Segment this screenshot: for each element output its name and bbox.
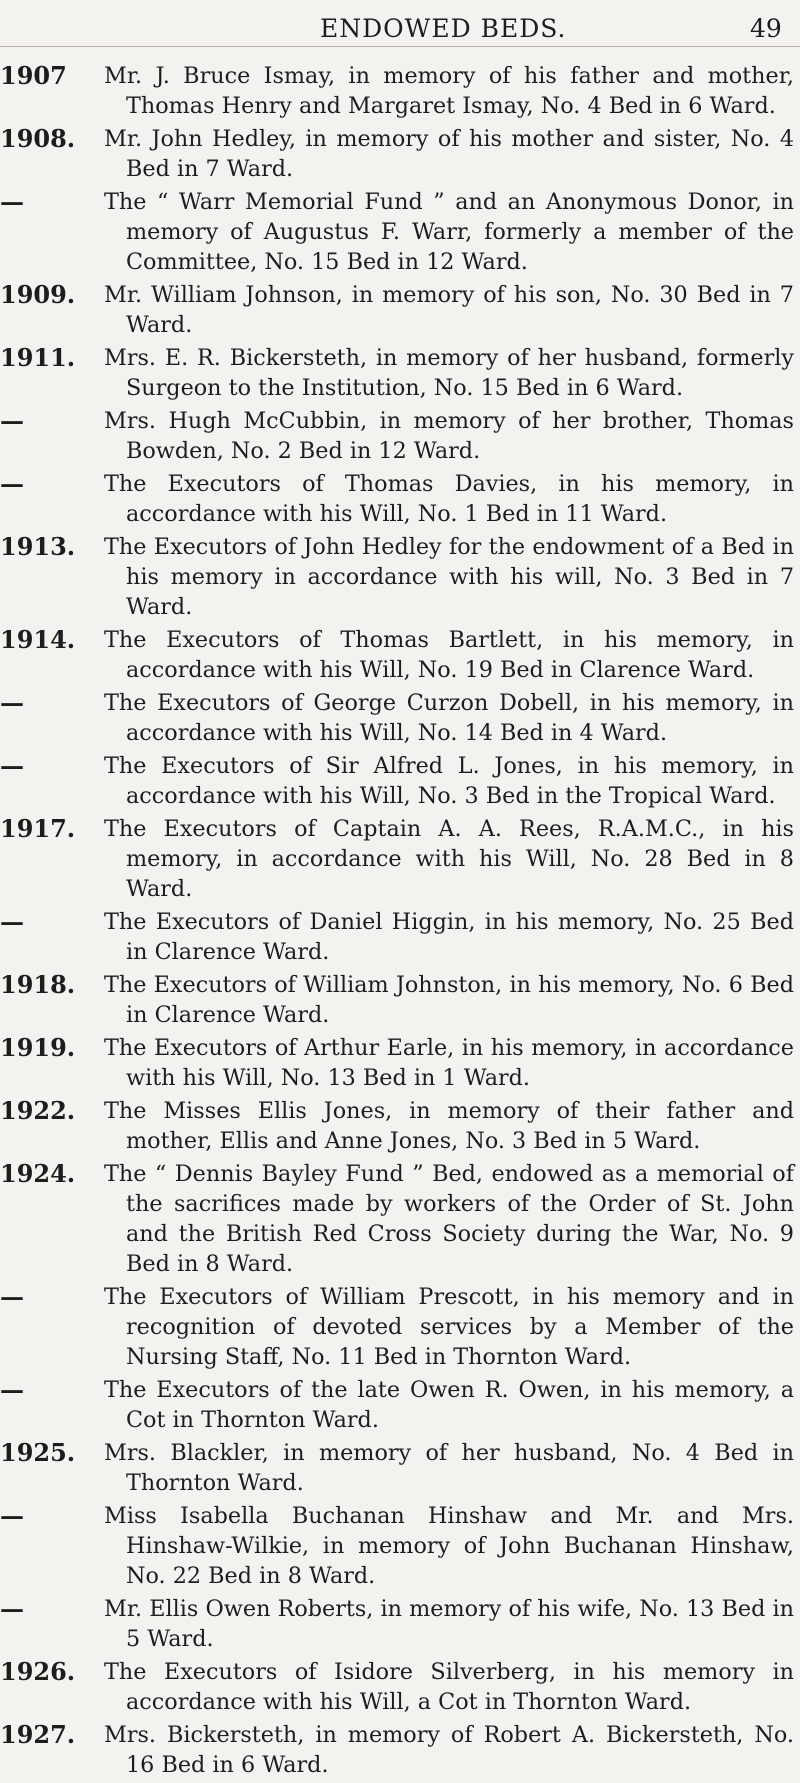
list-item [0, 1375, 800, 1435]
list-item [0, 187, 800, 277]
list-item [0, 469, 800, 529]
entry-text: Mrs. E. R. Bickersteth, in memory of her husband, formerly Surgeon to the Institution, No. 15 Bed in 6 Ward. [104, 345, 794, 401]
entry-year: 1919. [0, 1033, 76, 1062]
entry-year: — [0, 907, 24, 936]
list-item [0, 343, 800, 403]
list-item [0, 1096, 800, 1156]
entry-year: 1909. [0, 280, 76, 309]
list-item [0, 61, 800, 121]
list-item [0, 814, 800, 904]
page-title: ENDOWED BEDS. [320, 14, 567, 43]
entry-text: The Misses Ellis Jones, in memory of their father and mother, Ellis and Anne Jones, No. 3 Bed in 5 Ward. [104, 1098, 794, 1154]
list-item [0, 688, 800, 748]
entry-text: The Executors of Thomas Bartlett, in his memory, in accordance with his Will, No. 19 Bed in Clarence Ward. [104, 627, 794, 683]
header-rule [0, 46, 800, 47]
entry-year: 1927. [0, 1720, 76, 1749]
entry-year: 1926. [0, 1657, 76, 1686]
entry-year: 1922. [0, 1096, 76, 1125]
entry-year: — [0, 1375, 24, 1404]
entry-year: — [0, 751, 24, 780]
list-item [0, 406, 800, 466]
entry-year: 1918. [0, 970, 76, 999]
entry-text: The Executors of Captain A. A. Rees, R.A.M.C., in his memory, in accordance with his Will, No. 28 Bed in 8 Ward. [104, 816, 794, 902]
entry-year: 1924. [0, 1159, 76, 1188]
entry-text: Mr. J. Bruce Ismay, in memory of his father and mother, Thomas Henry and Margaret Ismay, No. 4 Bed in 6 Ward. [104, 63, 794, 119]
entry-year: — [0, 1594, 24, 1623]
entry-year: 1917. [0, 814, 76, 843]
entry-text: The Executors of John Hedley for the endowment of a Bed in his memory in accordance with his will, No. 3 Bed in 7 Ward. [104, 534, 794, 620]
list-item [0, 970, 800, 1030]
entry-text: Mrs. Hugh McCubbin, in memory of her brother, Thomas Bowden, No. 2 Bed in 12 Ward. [104, 408, 794, 464]
entry-text: The Executors of Thomas Davies, in his memory, in accordance with his Will, No. 1 Bed in 11 Ward. [104, 471, 794, 527]
list-item [0, 280, 800, 340]
list-item [0, 1501, 800, 1591]
endowment-list [0, 61, 800, 1783]
entry-text: The Executors of Sir Alfred L. Jones, in his memory, in accordance with his Will, No. 3 Bed in the Tropical Ward. [104, 753, 794, 809]
entry-text: The “ Dennis Bayley Fund ” Bed, endowed as a memorial of the sacrifices made by workers of the Order of St. John and the British Red Cross Society during the War, No. 9 Bed in 8 Ward. [104, 1161, 794, 1277]
entry-text: Mr. John Hedley, in memory of his mother and sister, No. 4 Bed in 7 Ward. [104, 126, 794, 182]
entry-text: The Executors of Arthur Earle, in his memory, in accordance with his Will, No. 13 Bed in 1 Ward. [104, 1035, 794, 1091]
list-item [0, 1720, 800, 1780]
entry-text: The Executors of William Johnston, in his memory, No. 6 Bed in Clarence Ward. [104, 972, 794, 1028]
entry-year: — [0, 1501, 24, 1530]
entry-year: — [0, 469, 24, 498]
entry-text: Mrs. Bickersteth, in memory of Robert A. Bickersteth, No. 16 Bed in 6 Ward. [104, 1722, 794, 1778]
entry-text: The Executors of William Prescott, in his memory and in recognition of devoted services by a Member of the Nursing Staff, No. 11 Bed in Thornton Ward. [104, 1284, 794, 1370]
entry-text: The Executors of George Curzon Dobell, in his memory, in accordance with his Will, No. 14 Bed in 4 Ward. [104, 690, 794, 746]
entry-year: — [0, 688, 24, 717]
page-number: 49 [750, 14, 782, 43]
list-item [0, 1033, 800, 1093]
entry-text: The Executors of Daniel Higgin, in his memory, No. 25 Bed in Clarence Ward. [104, 909, 794, 965]
list-item [0, 625, 800, 685]
entry-year: 1911. [0, 343, 76, 372]
entry-year: 1913. [0, 532, 76, 561]
entry-year: — [0, 187, 24, 216]
entry-year: — [0, 1282, 24, 1311]
list-item [0, 1594, 800, 1654]
entry-text: Mr. William Johnson, in memory of his son, No. 30 Bed in 7 Ward. [104, 282, 794, 338]
entry-year: 1907 [0, 61, 67, 90]
entry-text: The Executors of the late Owen R. Owen, in his memory, a Cot in Thornton Ward. [104, 1377, 794, 1433]
entry-text: The “ Warr Memorial Fund ” and an Anonymous Donor, in memory of Augustus F. Warr, formerly a member of the Committee, No. 15 Bed in 12 Ward. [104, 189, 794, 275]
entry-text: Mrs. Blackler, in memory of her husband, No. 4 Bed in Thornton Ward. [104, 1440, 794, 1496]
entry-year: 1914. [0, 625, 76, 654]
list-item [0, 1159, 800, 1279]
list-item [0, 1438, 800, 1498]
entry-text: Mr. Ellis Owen Roberts, in memory of his wife, No. 13 Bed in 5 Ward. [104, 1596, 794, 1652]
entry-year: 1908. [0, 124, 76, 153]
entry-year: 1925. [0, 1438, 76, 1467]
list-item [0, 907, 800, 967]
list-item [0, 1657, 800, 1717]
entry-text: The Executors of Isidore Silverberg, in his memory in accordance with his Will, a Cot in Thornton Ward. [104, 1659, 794, 1715]
list-item [0, 532, 800, 622]
entry-text: Miss Isabella Buchanan Hinshaw and Mr. and Mrs. Hinshaw-Wilkie, in memory of John Buchanan Hinshaw, No. 22 Bed in 8 Ward. [104, 1503, 794, 1589]
list-item [0, 124, 800, 184]
list-item [0, 1282, 800, 1372]
list-item [0, 751, 800, 811]
entry-year: — [0, 406, 24, 435]
running-header [0, 4, 800, 44]
